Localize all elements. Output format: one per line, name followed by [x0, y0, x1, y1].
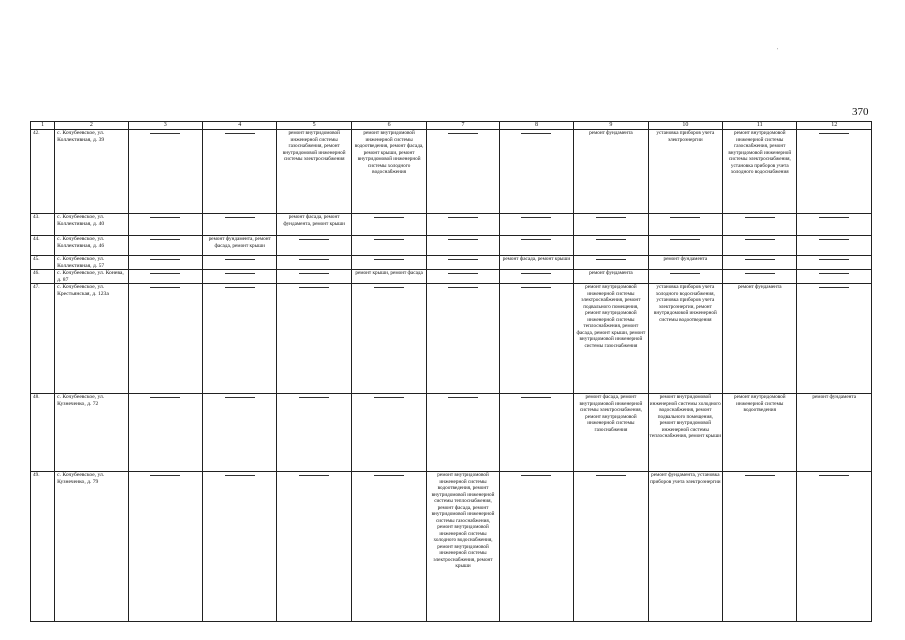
dash-mark [150, 475, 180, 476]
dash-mark [596, 475, 626, 476]
dash-mark [374, 217, 404, 218]
address-cell: с. Кочубеевское, ул. Конева, д. 87 [55, 270, 128, 284]
empty-cell [128, 214, 202, 236]
empty-cell [128, 394, 202, 472]
dash-mark [448, 239, 478, 240]
dash-mark [745, 475, 775, 476]
empty-cell [427, 394, 499, 472]
dash-mark [448, 273, 478, 274]
dash-mark [819, 239, 849, 240]
work-cell: ремонт внутридомовой инженерной системы водоотведения [723, 394, 797, 472]
empty-cell [128, 472, 202, 622]
row-number: 42. [31, 130, 55, 214]
empty-cell [277, 284, 351, 394]
empty-cell [427, 130, 499, 214]
address-cell: с. Кочубеевское, ул. Крестьянская, д. 123а [55, 284, 128, 394]
empty-cell [128, 284, 202, 394]
dash-mark [225, 259, 255, 260]
empty-cell [203, 130, 277, 214]
column-header: 6 [351, 122, 426, 130]
dash-mark [819, 133, 849, 134]
row-number: 43. [31, 214, 55, 236]
dash-mark [596, 217, 626, 218]
dash-mark [745, 239, 775, 240]
empty-cell [723, 472, 797, 622]
empty-cell [427, 236, 499, 256]
table-row [31, 256, 872, 270]
column-header: 9 [574, 122, 648, 130]
dash-mark [374, 475, 404, 476]
dash-mark [374, 397, 404, 398]
row-number: 47. [31, 284, 55, 394]
empty-cell [499, 236, 573, 256]
dash-mark [225, 133, 255, 134]
page-number: 370 [852, 106, 869, 118]
empty-cell [351, 472, 426, 622]
row-number: 44. [31, 236, 55, 256]
empty-cell [499, 394, 573, 472]
work-cell: ремонт внутридомовой инженерной системы газоснабжения, ремонт внутридомовой инженерной системы электроснабжения, установка приборов учета холодного водоснабжения [723, 130, 797, 214]
empty-cell [797, 130, 872, 214]
dash-mark [150, 239, 180, 240]
row-number: 46. [31, 270, 55, 284]
address-cell: с. Кочубеевское, ул. Коллективная, д. 46 [55, 236, 128, 256]
work-cell: ремонт фасада, ремонт внутридомовой инженерной системы электроснабжения, ремонт внутридомовой инженерной системы газоснабжения [574, 394, 648, 472]
dash-mark [521, 217, 551, 218]
row-number: 48. [31, 394, 55, 472]
dash-mark [448, 287, 478, 288]
table-row [31, 472, 872, 622]
empty-cell [723, 214, 797, 236]
header-row [31, 122, 872, 130]
address-cell: с. Кочубеевское, ул. Кузнеченко, д. 79 [55, 472, 128, 622]
empty-cell [499, 472, 573, 622]
table-row [31, 284, 872, 394]
work-cell: ремонт фундамента [574, 130, 648, 214]
work-cell: ремонт внутридомовой инженерной системы холодного водоснабжения, ремонт подвального помещения, ремонт внутридомовой инженерной системы теплоснабжения, ремонт крыши [648, 394, 722, 472]
work-cell: ремонт внутридомовой инженерной системы водоотведения, ремонт внутридомовой инженерной системы теплоснабжения, ремонт фасада, ремонт внутридомовой инженерной системы газоснабжения, ремонт внутридомовой инженерной системы холодного водоснабжения, ремонт внутридомовой инженерной системы электроснабжения, ремонт крыши [427, 472, 499, 622]
dash-mark [299, 397, 329, 398]
work-cell: ремонт фасада, ремонт фундамента, ремонт крыши [277, 214, 351, 236]
dash-mark [521, 287, 551, 288]
work-cell: ремонт фундамента [574, 270, 648, 284]
work-cell: ремонт фундамента [723, 284, 797, 394]
repair-schedule-table [30, 121, 872, 622]
empty-cell [797, 236, 872, 256]
empty-cell [499, 284, 573, 394]
column-header: 7 [427, 122, 499, 130]
address-cell: с. Кочубеевское, ул. Кузнеченко, д. 72 [55, 394, 128, 472]
address-cell: с. Кочубеевское, ул. Коллективная, д. 57 [55, 256, 128, 270]
empty-cell [427, 214, 499, 236]
dash-mark [448, 217, 478, 218]
empty-cell [277, 472, 351, 622]
column-header: 1 [31, 122, 55, 130]
empty-cell [351, 284, 426, 394]
dash-mark [448, 259, 478, 260]
work-cell: ремонт внутридомовой инженерной системы водоотведения, ремонт фасада, ремонт крыши, ремонт внутридомовой инженерной системы холодного водоснабжения [351, 130, 426, 214]
work-cell: ремонт фундамента, ремонт фасада, ремонт крыши [203, 236, 277, 256]
work-cell: ремонт фундамента [648, 256, 722, 270]
dash-mark [150, 133, 180, 134]
work-cell: ремонт фундамента [797, 394, 872, 472]
empty-cell [797, 256, 872, 270]
work-cell: ремонт фундамента, установка приборов учета электроэнергии [648, 472, 722, 622]
row-number: 45. [31, 256, 55, 270]
dash-mark [819, 273, 849, 274]
dash-mark [225, 397, 255, 398]
table-row [31, 270, 872, 284]
empty-cell [277, 256, 351, 270]
dash-mark [299, 239, 329, 240]
row-number: 49. [31, 472, 55, 622]
column-header: 10 [648, 122, 722, 130]
dash-mark [596, 259, 626, 260]
empty-cell [427, 256, 499, 270]
dash-mark [521, 133, 551, 134]
work-cell: ремонт фасада, ремонт крыши [499, 256, 573, 270]
empty-cell [128, 270, 202, 284]
empty-cell [351, 214, 426, 236]
dash-mark [225, 287, 255, 288]
work-cell: ремонт внутридомовой инженерной системы газоснабжения, ремонт внутридомовой инженерной системы электроснабжения [277, 130, 351, 214]
dash-mark [299, 259, 329, 260]
empty-cell [648, 236, 722, 256]
table-row [31, 394, 872, 472]
empty-cell [351, 236, 426, 256]
empty-cell [203, 394, 277, 472]
dash-mark [150, 259, 180, 260]
dash-mark [819, 217, 849, 218]
dash-mark [374, 287, 404, 288]
empty-cell [797, 472, 872, 622]
empty-cell [723, 270, 797, 284]
dash-mark [745, 273, 775, 274]
empty-cell [648, 214, 722, 236]
empty-cell [797, 214, 872, 236]
dash-mark [448, 397, 478, 398]
empty-cell [277, 236, 351, 256]
dash-mark [150, 397, 180, 398]
dash-mark [745, 217, 775, 218]
dash-mark [521, 273, 551, 274]
empty-cell [203, 214, 277, 236]
empty-cell [277, 394, 351, 472]
dash-mark [670, 273, 700, 274]
column-header: 12 [797, 122, 872, 130]
empty-cell [574, 256, 648, 270]
dash-mark [448, 133, 478, 134]
dash-mark [521, 475, 551, 476]
dash-mark [521, 397, 551, 398]
empty-cell [351, 394, 426, 472]
empty-cell [499, 214, 573, 236]
dash-mark [670, 239, 700, 240]
empty-cell [648, 270, 722, 284]
empty-cell [203, 270, 277, 284]
work-cell: ремонт внутридомовой инженерной системы электроснабжения, ремонт подвального помещения, ремонт внутридомовой инженерной системы теплоснабжения, ремонт фасада, ремонт крыши, ремонт внутридомовой инженерной системы газоснабжения [574, 284, 648, 394]
table-row [31, 236, 872, 256]
dash-mark [745, 259, 775, 260]
empty-cell [277, 270, 351, 284]
empty-cell [797, 270, 872, 284]
empty-cell [797, 284, 872, 394]
empty-cell [499, 270, 573, 284]
empty-cell [574, 214, 648, 236]
dash-mark [374, 259, 404, 260]
dash-mark [225, 273, 255, 274]
column-header: 5 [277, 122, 351, 130]
column-header: 4 [203, 122, 277, 130]
empty-cell [203, 256, 277, 270]
table-row [31, 214, 872, 236]
empty-cell [499, 130, 573, 214]
empty-cell [723, 236, 797, 256]
work-cell: установка приборов учета электроэнергии [648, 130, 722, 214]
dash-mark [819, 259, 849, 260]
dash-mark [150, 273, 180, 274]
empty-cell [574, 236, 648, 256]
dash-mark [819, 287, 849, 288]
empty-cell [128, 236, 202, 256]
work-cell: ремонт крыши, ремонт фасада [351, 270, 426, 284]
empty-cell [128, 256, 202, 270]
address-cell: с. Кочубеевское, ул. Коллективная, д. 39 [55, 130, 128, 214]
empty-cell [203, 284, 277, 394]
empty-cell [203, 472, 277, 622]
empty-cell [128, 130, 202, 214]
dash-mark [521, 239, 551, 240]
column-header: 2 [55, 122, 128, 130]
column-header: 3 [128, 122, 202, 130]
dash-mark [596, 239, 626, 240]
dash-mark [150, 287, 180, 288]
dash-mark [225, 475, 255, 476]
empty-cell [723, 256, 797, 270]
dash-mark [299, 273, 329, 274]
empty-cell [574, 472, 648, 622]
dash-mark [670, 217, 700, 218]
work-cell: установка приборов учета холодного водоснабжения, установка приборов учета электроэнергии, ремонт внутридомовой инженерной системы водоотведения [648, 284, 722, 394]
address-cell: с. Кочубеевское, ул. Коллективная, д. 40 [55, 214, 128, 236]
dash-mark [299, 475, 329, 476]
dash-mark [225, 217, 255, 218]
column-header: 8 [499, 122, 573, 130]
dash-mark [150, 217, 180, 218]
empty-cell [427, 270, 499, 284]
table-row [31, 130, 872, 214]
dash-mark [374, 239, 404, 240]
empty-cell [351, 256, 426, 270]
dash-mark [299, 287, 329, 288]
dash-mark [819, 475, 849, 476]
stray-mark: ' [777, 48, 779, 54]
column-header: 11 [723, 122, 797, 130]
empty-cell [427, 284, 499, 394]
